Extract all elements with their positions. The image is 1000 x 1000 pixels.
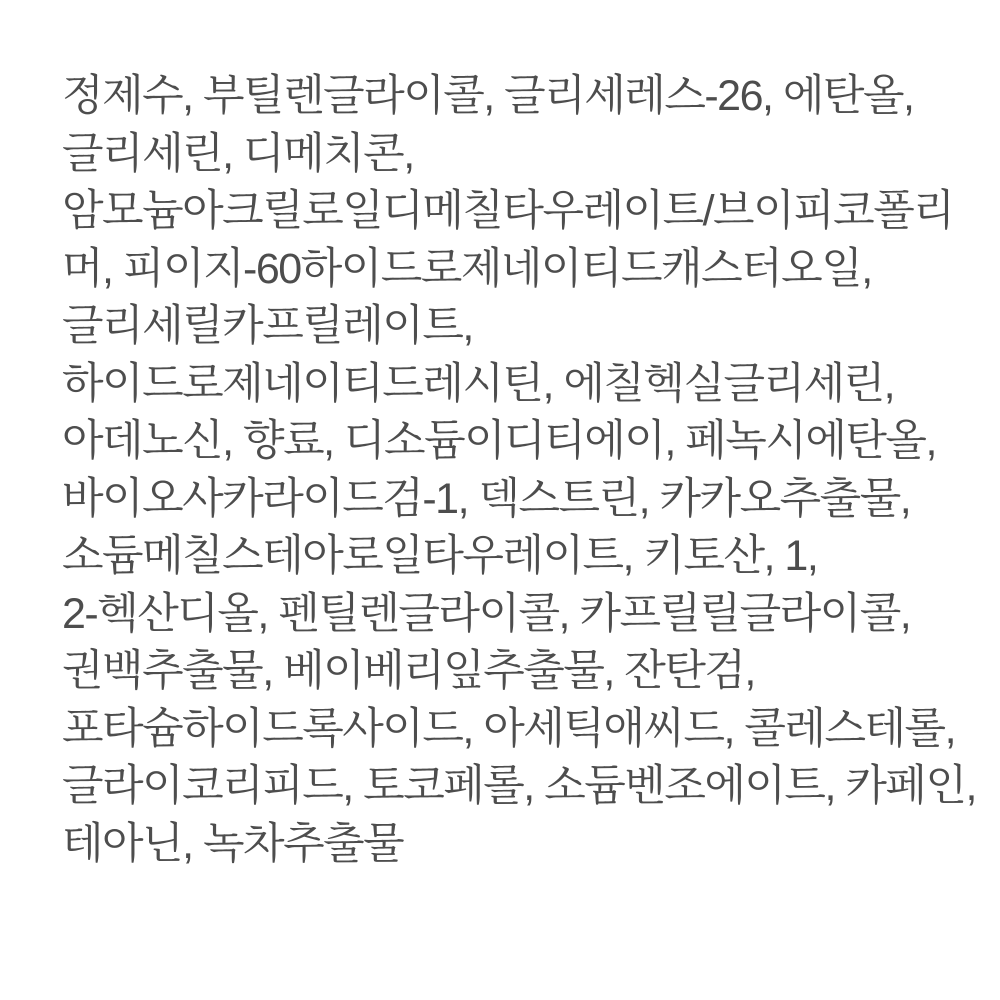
- ingredient-line: 권백추출물, 베이베리잎추출물, 잔탄검,: [62, 647, 755, 695]
- ingredient-line: 글라이코리피드, 토코페롤, 소듐벤조에이트, 카페인,: [62, 762, 976, 810]
- ingredient-line: 글리세릴카프릴레이트,: [62, 302, 473, 350]
- ingredient-line: 포타슘하이드록사이드, 아세틱애씨드, 콜레스테롤,: [62, 704, 956, 753]
- ingredient-line: 암모늄아크릴로일디메칠타우레이트/브이피코폴리: [62, 187, 954, 235]
- ingredient-list: [62, 68, 976, 873]
- ingredient-line: 정제수, 부틸렌글라이콜, 글리세레스-26, 에탄올,: [62, 72, 914, 120]
- ingredient-line: 바이오사카라이드검-1, 덱스트린, 카카오추출물,: [62, 474, 911, 523]
- ingredient-line: 테아닌, 녹차추출물: [62, 819, 404, 868]
- ingredient-line: 머, 피이지-60하이드로제네이티드캐스터오일,: [62, 244, 872, 293]
- ingredient-line: 글리세린, 디메치콘,: [62, 129, 414, 178]
- ingredient-line: 아데노신, 향료, 디소듐이디티에이, 페녹시에탄올,: [62, 417, 936, 465]
- ingredient-line: 소듐메칠스테아로일타우레이트, 키토산, 1,: [62, 532, 818, 580]
- ingredient-line: 2-헥산디올, 펜틸렌글라이콜, 카프릴릴글라이콜,: [62, 589, 911, 638]
- ingredient-line: 하이드로제네이티드레시틴, 에칠헥실글리세린,: [62, 359, 895, 408]
